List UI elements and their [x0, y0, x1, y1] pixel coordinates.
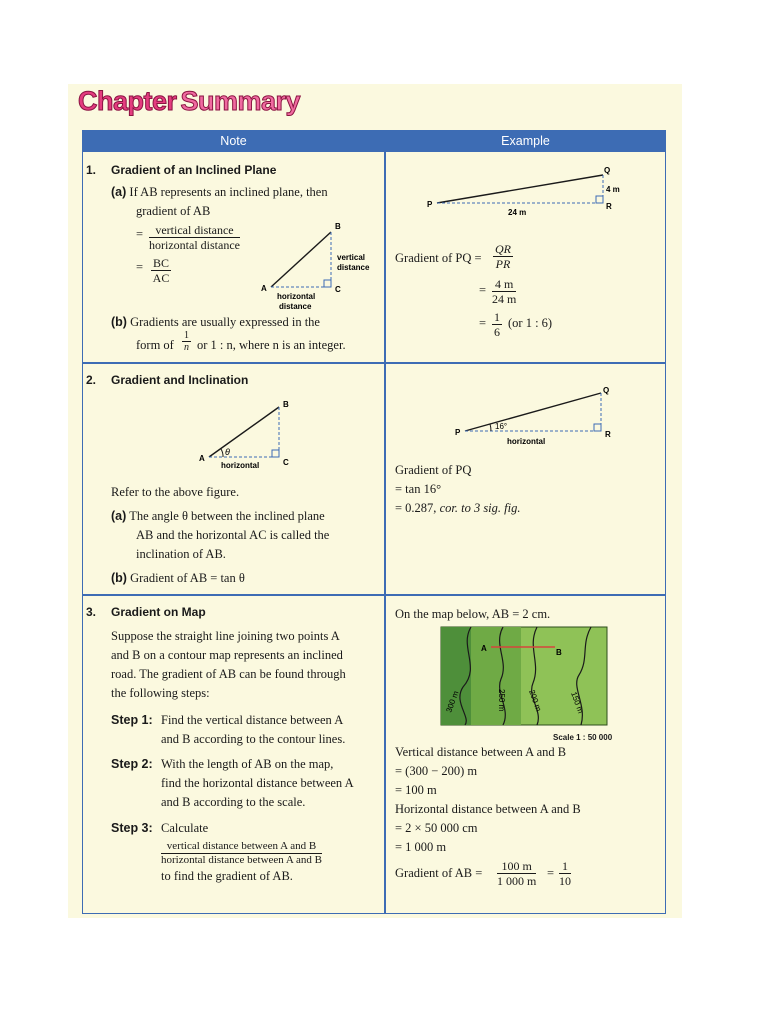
column-divider [384, 131, 386, 913]
s3-step3-l3: to find the gradient of AB. [161, 869, 293, 883]
s3-ex-l2: = (300 − 200) m [395, 764, 478, 778]
s2-label-A: A [199, 454, 205, 463]
s3-scale: Scale 1 : 50 000 [553, 733, 613, 742]
s1-ex-frac-qr-pr: $\frac{QR}{PR}$ [495, 242, 511, 271]
s1-label-B: B [335, 222, 341, 231]
chapter-summary-title [78, 86, 318, 130]
s2-refer: Refer to the above figure. [111, 485, 240, 499]
s3-ex-frac-1-10: $\frac{1}{10}$ [559, 859, 571, 888]
s3-ex-frac-100-1000: $\frac{100 m}{1 000 m}$ [497, 859, 537, 888]
s2-b-label: (b) [111, 571, 127, 585]
row-divider-1 [83, 362, 665, 364]
s1-label-hdistance: distance [279, 302, 312, 311]
s2-b-line: (b) Gradient of AB = tan θ [111, 571, 245, 585]
s3-step2-l3: and B according to the scale. [161, 795, 306, 809]
s3-step2-l1: With the length of AB on the map, [161, 757, 334, 771]
s2-ex-R: R [605, 430, 611, 439]
s1-b-line1: (b) Gradients are usually expressed in the [111, 315, 320, 329]
s3-step2-l2: find the horizontal distance between A [161, 776, 354, 790]
s2-ex-line1: Gradient of PQ [395, 463, 472, 477]
s2-ex-angle: 16° [495, 422, 508, 431]
s3-ex-l5: = 2 × 50 000 cm [395, 821, 478, 835]
s3-step2-label: Step 2: [111, 757, 153, 771]
s1-ex-24m: 24 m [508, 208, 527, 217]
s2-triangle-figure [193, 399, 313, 473]
section-2-heading: Gradient and Inclination [111, 373, 249, 387]
section-3-number: 3. [86, 605, 97, 619]
s2-ex-line2: = tan 16° [395, 482, 442, 496]
summary-page [68, 84, 682, 918]
s3-contour-150: 150 m [569, 690, 586, 715]
header-note: Note [83, 131, 384, 152]
s1-a-line1: (a) If AB represents an inclined plane, then [111, 185, 328, 199]
s1-triangle-figure [251, 217, 381, 311]
s1-ex-ratio: (or 1 : 6) [508, 316, 553, 330]
s1-ex-Q: Q [604, 166, 611, 175]
s2-a-line2: AB and the horizontal AC is called the [136, 528, 330, 542]
s1-a-label: (a) [111, 185, 127, 199]
s1-example-figure [393, 165, 620, 221]
s3-step3-label: Step 3: [111, 821, 153, 835]
s3-map-B: B [556, 648, 562, 657]
s1-frac-bc-ac: $\frac{BC}{AC}$ [152, 256, 170, 285]
s3-ex-l3: = 100 m [395, 783, 437, 797]
s3-step1-l2: and B according to the contour lines. [161, 732, 346, 746]
s1-ex-frac-4-24: $\frac{4 m}{24 m}$ [492, 277, 517, 306]
s2-ex-line3: = 0.287, cor. to 3 sig. fig. [395, 501, 521, 515]
s3-p3: road. The gradient of AB can be found through [111, 667, 346, 681]
s3-step3-frac: vertical distance between A and B horizontal distance between A and B [161, 840, 322, 866]
s1-ex-P: P [427, 200, 433, 209]
s2-a-line1: (a) The angle θ between the inclined plane [111, 509, 325, 523]
s3-contour-250: 250 m [497, 689, 506, 712]
s3-ex-l6: = 1 000 m [395, 840, 447, 854]
s3-step1-l1: Find the vertical distance between A [161, 713, 344, 727]
row-divider-2 [83, 594, 665, 596]
s1-ex-line1: Gradient of PQ = [395, 251, 482, 265]
s1-label-vdistance: distance [337, 263, 370, 272]
header-example: Example [386, 131, 665, 152]
section-1-heading: Gradient of an Inclined Plane [111, 163, 277, 177]
s1-eq1: = [136, 227, 144, 241]
s1-label-A: A [261, 284, 267, 293]
section-2-number: 2. [86, 373, 97, 387]
s2-ex-Q: Q [603, 386, 610, 395]
s2-label-horizontal: horizontal [221, 461, 260, 470]
s1-b-frac: $\frac{1}{n}$ [184, 330, 189, 353]
s1-ex-R: R [606, 202, 612, 211]
s3-ex-l1: Vertical distance between A and B [395, 745, 567, 759]
s3-contour-300: 300 m [444, 689, 461, 714]
s3-step3-l1: Calculate [161, 821, 209, 835]
s2-theta: θ [225, 447, 230, 457]
s1-label-C: C [335, 285, 341, 294]
s2-ex-P: P [455, 428, 461, 437]
title-chapter: Chapter [78, 86, 177, 116]
s2-example-figure [443, 387, 623, 451]
s2-a-line3: inclination of AB. [136, 547, 226, 561]
s3-ex-l7: Gradient of AB = [395, 866, 483, 880]
s2-label-B: B [283, 400, 289, 409]
section-3-heading: Gradient on Map [111, 605, 206, 619]
s2-a-label: (a) [111, 509, 127, 523]
s1-ex-frac-1-6: $\frac{1}{6}$ [494, 310, 500, 339]
s3-contour-200: 200 m [527, 688, 544, 713]
s3-ex-eq: = [547, 866, 555, 880]
s1-frac-distance: vertical distance horizontal distance [149, 223, 240, 252]
s3-contour-map [441, 627, 607, 725]
s3-p4: the following steps: [111, 686, 210, 700]
s3-p1: Suppose the straight line joining two points A [111, 629, 340, 643]
s1-label-horizontal: horizontal [277, 292, 316, 301]
s3-map-A: A [481, 644, 487, 653]
s1-ex-4m: 4 m [606, 185, 620, 194]
section-1-number: 1. [86, 163, 97, 177]
s3-ex-l4: Horizontal distance between A and B [395, 802, 581, 816]
s3-p2: and B on a contour map represents an inclined [111, 648, 343, 662]
s1-b-label: (b) [111, 315, 127, 329]
s1-label-vertical: vertical [337, 253, 366, 262]
s2-label-C: C [283, 458, 289, 467]
s2-ex-horizontal: horizontal [507, 437, 546, 446]
s1-ex-eq3: = [479, 316, 487, 330]
s1-ex-eq2: = [479, 283, 487, 297]
s3-step1-label: Step 1: [111, 713, 153, 727]
s3-ex-intro: On the map below, AB = 2 cm. [395, 607, 551, 621]
s1-b-line2-end: or 1 : n, where n is an integer. [197, 338, 346, 352]
summary-table [82, 130, 666, 914]
title-summary: Summary [180, 86, 301, 116]
s1-eq2: = [136, 260, 144, 274]
s1-b-line2-start: form of [136, 338, 174, 352]
s1-a-line2: gradient of AB [136, 204, 211, 218]
